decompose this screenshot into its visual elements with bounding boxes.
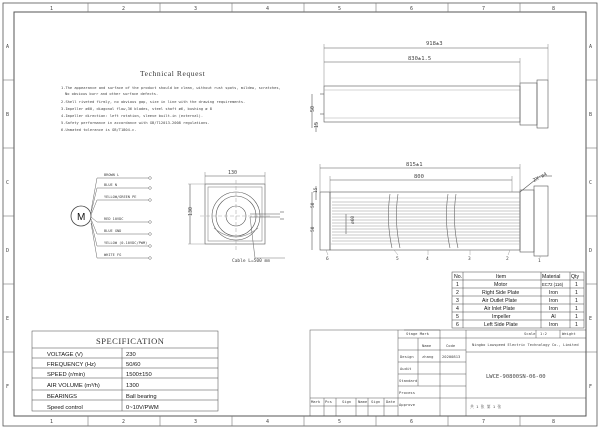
spec-value-air-volume: 1300: [126, 383, 139, 389]
zone-bottom-5: 5: [338, 419, 342, 425]
zone-top-4: 4: [266, 6, 270, 12]
bom-cell: 1: [575, 290, 578, 296]
zone-left-c: C: [6, 180, 10, 186]
zone-right-f: F: [589, 384, 593, 390]
scale-value: 1:2: [540, 331, 547, 336]
scale-label: Scale: [524, 331, 536, 336]
specification-table: [32, 331, 218, 411]
tech-request-line-2: No obvious burr and other surface defects.: [65, 92, 159, 96]
balloon-2: 2: [506, 257, 509, 262]
wire-yellow-green-pe: YELLOW/GREEN PE: [104, 195, 137, 199]
bom-cell: Motor: [494, 282, 508, 288]
bom-cell: Iron: [549, 306, 558, 312]
zone-bottom-7: 7: [482, 419, 486, 425]
bom-cell: Right Side Plate: [482, 290, 520, 296]
zone-left-e: E: [6, 316, 10, 322]
bom-cell: Al: [551, 314, 556, 320]
zone-right-a: A: [589, 44, 593, 50]
zone-top-6: 6: [410, 6, 414, 12]
approve-label: Approve: [399, 402, 416, 407]
spec-label-speed: SPEED (r/min): [47, 372, 86, 378]
side-left-dim-c: 50: [311, 226, 316, 232]
signature-sign-2: Sign: [371, 399, 381, 404]
zone-bottom-4: 4: [266, 419, 270, 425]
wire-brown-l: BROWN L: [104, 173, 120, 177]
zone-left-a: A: [6, 44, 10, 50]
zone-right-d: D: [589, 248, 593, 254]
wire-white-fg: WHITE FG: [104, 253, 122, 257]
bom-cell: Iron: [549, 298, 558, 304]
wiring-diagram: [71, 173, 151, 259]
side-left-dim-a: 15: [314, 187, 319, 193]
audit-label: Audit: [400, 366, 412, 371]
bom-cell: Air Outlet Plate: [482, 298, 517, 304]
motor-symbol-label: M: [77, 212, 86, 223]
process-label: Process: [399, 390, 416, 395]
tech-request-line-6: 5.Safety performance in accordance with GB/T12013-2008 regulations.: [61, 121, 210, 125]
spec-label-bearings: BEARINGS: [47, 394, 77, 400]
weight-label: Weight: [562, 331, 576, 336]
top-view: [310, 41, 548, 132]
tech-request-line-4: 3.Impeller ø60, diagonal flow,36 blades, steel shaft ø6, bushing ø 8: [61, 107, 212, 111]
impeller-diameter-dim: ø60: [351, 215, 356, 224]
wire-red-10vdc: RED 10VDC: [104, 217, 124, 221]
signature-name: Name: [358, 399, 368, 404]
bom-cell: 3: [456, 298, 459, 304]
side-overall-length: 815±1: [406, 162, 423, 168]
zone-bottom-3: 3: [194, 419, 198, 425]
balloon-4: 4: [426, 257, 429, 262]
spec-value-speed: 1500±150: [126, 372, 152, 378]
signature-sign: Sign: [342, 399, 352, 404]
mounting-hole-dim: 2X-ø4: [532, 171, 549, 184]
bom-cell: 1: [575, 298, 578, 304]
tech-request-line-7: 6.Unmated tolerance is GB/T1804-c.: [61, 128, 137, 132]
balloon-5: 5: [396, 257, 399, 262]
zone-left-d: D: [6, 248, 10, 254]
bom-cell: Left Side Plate: [484, 322, 518, 328]
tech-request-line-3: 2.Shell riveted firmly, no obvious gap, size in line with the drawing requirements.: [61, 100, 246, 104]
side-left-dim-b: 50: [311, 202, 316, 208]
bom-header-no: No.: [454, 274, 463, 280]
bom-cell: 6: [456, 322, 459, 328]
bom-cell: 1: [575, 306, 578, 312]
zone-left-b: B: [6, 112, 10, 118]
zone-top-2: 2: [122, 6, 126, 12]
wire-yellow-signal: YELLOW (0-10VDC/PWM): [104, 241, 148, 245]
standard-label: Standard: [399, 378, 418, 383]
spec-label-frequency: FREQUENCY (Hz): [47, 362, 96, 368]
technical-request: [61, 69, 281, 132]
bom-header-item: Item: [496, 274, 507, 280]
zone-bottom-8: 8: [552, 419, 556, 425]
zone-left-f: F: [6, 384, 10, 390]
tech-request-line-5: 4.Impeller direction: left rotation, sleeve built-in (external).: [61, 114, 204, 118]
bom-header-material: Material: [542, 274, 561, 280]
code-label: Code: [446, 343, 456, 348]
top-height-a: 50: [310, 105, 316, 112]
sheet-count: 共 1 张 第 1 张: [470, 404, 502, 409]
specification-title: SPECIFICATION: [96, 336, 165, 346]
zone-top-5: 5: [338, 6, 342, 12]
zone-bottom-2: 2: [122, 419, 126, 425]
spec-label-speed-control: Speed control: [47, 405, 83, 411]
front-view: [188, 170, 285, 264]
zone-bottom-1: 1: [50, 419, 54, 425]
front-width-dim: 130: [228, 170, 238, 176]
spec-label-voltage: VOLTAGE (V): [47, 352, 83, 358]
spec-value-bearings: Ball bearing: [126, 394, 157, 400]
cable-length-label: Cable L=500 mm: [232, 259, 270, 264]
bom-cell: Impeller: [492, 314, 511, 320]
bom-header-qty: Qty: [571, 274, 580, 280]
bom-cell: Iron: [549, 290, 558, 296]
balloon-3: 3: [468, 257, 471, 262]
zone-bottom-6: 6: [410, 419, 414, 425]
spec-value-frequency: 50/60: [126, 362, 141, 368]
zone-right-e: E: [589, 316, 593, 322]
bom-cell: 1: [575, 314, 578, 320]
zone-top-7: 7: [482, 6, 486, 12]
impeller-blades: [332, 202, 520, 241]
bom-cell: 4: [456, 306, 459, 312]
stage-mark-label: Stage Mark: [406, 331, 429, 336]
top-height-b: 15: [314, 121, 320, 128]
drawing-number: LWCE-90800SN-06-00: [486, 374, 546, 380]
front-height-dim: 130: [188, 206, 194, 216]
zone-right-c: C: [589, 180, 593, 186]
company-name: Ningbo Lowspeed Electric Technology Co., Limited: [472, 343, 579, 347]
bom-table: [452, 272, 584, 328]
zone-top-1: 1: [50, 6, 54, 12]
side-view: [310, 162, 552, 264]
bom-cell: 5: [456, 314, 459, 320]
design-date: 20200813: [442, 354, 461, 359]
signature-date: Date: [386, 399, 396, 404]
spec-value-voltage: 230: [126, 352, 136, 358]
balloon-6: 6: [326, 257, 329, 262]
bom-cell: 2: [456, 290, 459, 296]
wire-blue-n: BLUE N: [104, 183, 117, 187]
tech-request-line-1: 1.The appearance and surface of the product should be clean, without rust spots, mildew, scratches,: [61, 86, 281, 90]
spec-label-air-volume: AIR VOLUME (m³/h): [47, 383, 100, 389]
zone-top-3: 3: [194, 6, 198, 12]
bom-cell: Iron: [549, 322, 558, 328]
bom-cell: 1: [575, 282, 578, 288]
wire-blue-gnd: BLUE GND: [104, 229, 122, 233]
bom-cell: 1: [456, 282, 459, 288]
signature-mark: Mark: [311, 399, 321, 404]
bom-cell: 1: [575, 322, 578, 328]
bom-cell: EC72 (116): [542, 282, 564, 287]
name-label: Name: [422, 343, 432, 348]
side-inner-length: 800: [414, 174, 424, 180]
top-inner-length: 830±1.5: [408, 56, 432, 62]
title-block: [310, 330, 586, 416]
tech-request-title: Technical Request: [140, 69, 206, 78]
top-overall-length: 918±3: [426, 41, 443, 47]
zone-right-b: B: [589, 112, 593, 118]
design-label: Design: [400, 354, 414, 359]
zone-top-8: 8: [552, 6, 556, 12]
signature-pcs: Pcs: [325, 399, 332, 404]
balloon-1: 1: [538, 259, 541, 264]
bom-cell: Air Inlet Plate: [484, 306, 515, 312]
spec-value-speed-control: 0~10V/PWM: [126, 405, 159, 411]
designer-name: zhang: [422, 354, 434, 359]
